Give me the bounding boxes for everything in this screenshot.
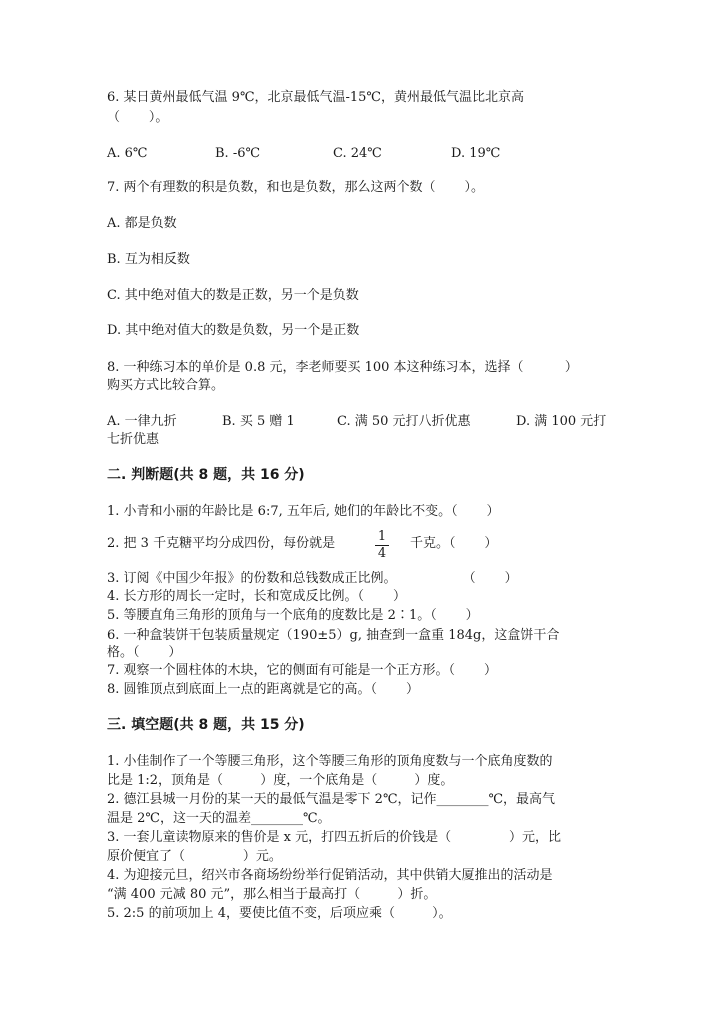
section-heading-judgement: 二. 判断题(共 8 题，共 16 分) [107, 467, 305, 483]
q7-option-a: A. 都是负数 [107, 216, 177, 231]
fraction-one-quarter [375, 530, 389, 561]
q6-option-c: C. 24℃ [333, 146, 382, 161]
fill-item-2-line2: 温是 2℃，这一天的温差________℃。 [107, 811, 331, 826]
q8-stem-line1: 8. 一种练习本的单价是 0.8 元，李老师要买 100 本这种练习本，选择（ ） [107, 360, 578, 375]
fill-item-4-line2: “满 400 元减 80 元”，那么相当于最高打（ ）折。 [107, 887, 437, 902]
q7-stem: 7. 两个有理数的积是负数，和也是负数，那么这两个数（ ）。 [107, 180, 484, 195]
judgement-item-4: 4. 长方形的周长一定时，长和宽成反比例。（ ） [107, 589, 406, 604]
fill-item-1-line2: 比是 1:2，顶角是（ ）度，一个底角是（ ）度。 [107, 773, 454, 788]
q8-option-c: C. 满 50 元打八折优惠 [337, 414, 471, 429]
section-heading-fill-blank: 三. 填空题(共 8 题，共 15 分) [107, 717, 305, 733]
fill-item-3-line2: 原价便宜了（ ）元。 [107, 849, 282, 864]
judgement-item-7: 7. 观察一个圆柱体的木块，它的侧面有可能是一个正方形。（ ） [107, 663, 497, 678]
judgement-item-5: 5. 等腰直角三角形的顶角与一个底角的度数比是 2∶1。（ ） [107, 608, 479, 623]
fill-item-1-line1: 1. 小佳制作了一个等腰三角形，这个等腰三角形的顶角度数与一个底角度数的 [107, 754, 553, 769]
q6-stem-line2: （ ）。 [107, 110, 169, 125]
q6-option-b: B. -6℃ [215, 146, 261, 161]
q8-option-a: A. 一律九折 [107, 414, 177, 429]
fill-item-5: 5. 2:5 的前项加上 4，要使比值不变，后项应乘（ ）。 [107, 906, 452, 921]
q8-option-b: B. 买 5 赠 1 [222, 414, 295, 429]
judgement-item-8: 8. 圆锥顶点到底面上一点的距离就是它的高。（ ） [107, 682, 419, 697]
q7-option-d: D. 其中绝对值大的数是负数，另一个是正数 [107, 323, 360, 338]
q6-option-a: A. 6℃ [107, 146, 148, 161]
q7-option-b: B. 互为相反数 [107, 252, 190, 267]
judgement-item-2-tail: 千克。（ ） [410, 536, 498, 551]
judgement-item-6: 6. 一种盒装饼干包装质量规定（190±5）g, 抽查到一盒重 184g，这盒饼干合 [107, 628, 560, 643]
judgement-item-6-cont: 格。（ ） [107, 645, 182, 660]
q6-stem-line1: 6. 某日黄州最低气温 9℃，北京最低气温-15℃，黄州最低气温比北京高 [107, 90, 524, 105]
fraction-denominator: 4 [377, 546, 387, 561]
judgement-item-3: 3. 订阅《中国少年报》的份数和总钱数成正比例。 （ ） [107, 571, 518, 586]
q8-option-d-cont: 七折优惠 [107, 432, 160, 447]
q7-option-c: C. 其中绝对值大的数是正数，另一个是负数 [107, 288, 359, 303]
judgement-item-2: 2. 把 3 千克糖平均分成四份，每份就是 [107, 536, 336, 551]
q8-stem-line2: 购买方式比较合算。 [107, 378, 225, 393]
fill-item-3-line1: 3. 一套儿童读物原来的售价是 x 元，打四五折后的价钱是（ ）元，比 [107, 830, 561, 845]
fill-item-4-line1: 4. 为迎接元旦，绍兴市各商场纷纷举行促销活动，其中供销大厦推出的活动是 [107, 868, 553, 883]
q8-option-d: D. 满 100 元打 [516, 414, 607, 429]
fraction-numerator: 1 [377, 529, 387, 544]
q6-option-d: D. 19℃ [451, 146, 501, 161]
judgement-item-1: 1. 小青和小丽的年龄比是 6:7, 五年后, 她们的年龄比不变。（ ） [107, 504, 500, 519]
fill-item-2-line1: 2. 德江县城一月份的某一天的最低气温是零下 2℃，记作________℃，最高气 [107, 792, 556, 807]
